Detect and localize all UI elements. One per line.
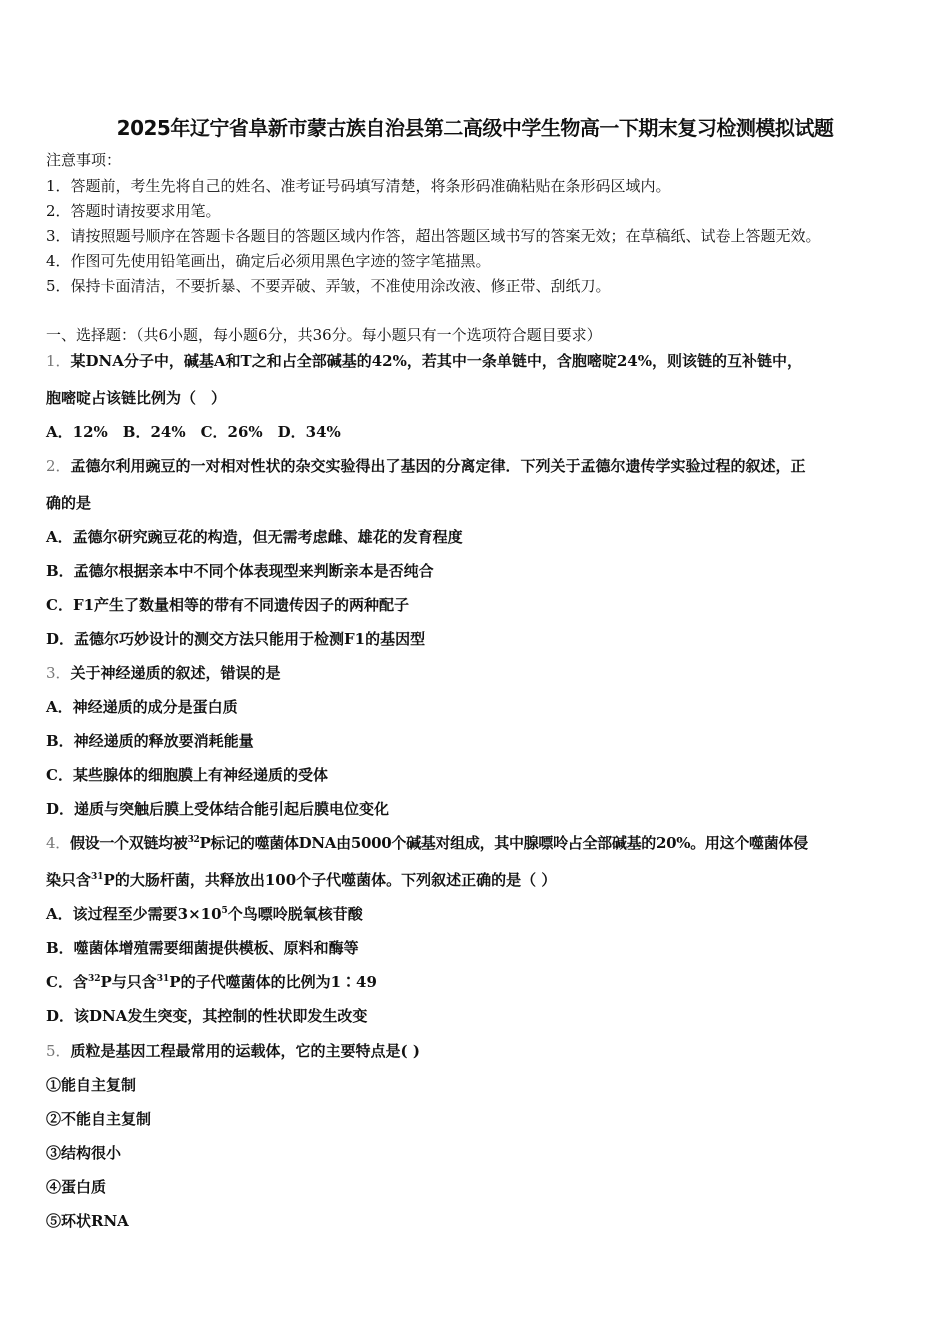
text: 染只含 (46, 871, 92, 889)
question-number: 4． (46, 834, 70, 852)
question-text: 孟德尔利用豌豆的一对相对性状的杂交实验得出了基因的分离定律．下列关于孟德尔遗传学实验过程的叙述，正 (70, 457, 806, 475)
notice-item: 1．答题前，考生先将自己的姓名、准考证号码填写清楚，将条形码准确粘贴在条形码区域内。 (46, 177, 671, 195)
option-a: A．孟德尔研究豌豆花的构造，但无需考虑雌、雄花的发育程度 (46, 528, 463, 546)
section-heading: 一、选择题：（共6小题，每小题6分，共36分。每小题只有一个选项符合题目要求） (46, 326, 602, 344)
superscript: 31 (156, 974, 170, 984)
text: P的大肠杆菌，共释放出100个子代噬菌体。下列叙述正确的是（ ） (103, 871, 557, 889)
question-1 (46, 352, 802, 370)
notice-item: 3．请按照题号顺序在答题卡各题目的答题区域内作答，超出答题区域书写的答案无效；在草稿纸、试卷上答题无效。 (46, 227, 821, 245)
superscript: 31 (91, 872, 104, 882)
notice-item: 5．保持卡面清洁，不要折暴、不要弄破、弄皱，不准使用涂改液、修正带、刮纸刀。 (46, 277, 611, 295)
option-a (46, 905, 363, 923)
option-b: B．孟德尔根据亲本中不同个体表现型来判断亲本是否纯合 (46, 562, 434, 580)
question-5 (46, 1042, 420, 1060)
list-item: ③结构很小 (46, 1144, 122, 1162)
superscript: 5 (221, 906, 228, 916)
question-number: 3． (46, 664, 71, 682)
option-b: B．噬菌体增殖需要细菌提供模板、原料和酶等 (46, 939, 359, 957)
notice-item: 2．答题时请按要求用笔。 (46, 202, 221, 220)
option-d: D．递质与突触后膜上受体结合能引起后膜电位变化 (46, 800, 390, 818)
question-text (46, 871, 556, 889)
question-number: 5． (46, 1042, 71, 1060)
question-text: 质粒是基因工程最常用的运载体，它的主要特点是( ) (70, 1042, 420, 1060)
superscript: 32 (187, 835, 200, 845)
question-text: 确的是 (46, 494, 92, 512)
text: C．含 (46, 973, 88, 991)
question-text: P标记的噬菌体DNA由5000个碱基对组成，其中腺嘌呤占全部碱基的20%。用这个噬菌体侵 (199, 834, 808, 852)
option-c: C．某些腺体的细胞膜上有神经递质的受体 (46, 766, 328, 784)
option-c: C．F1产生了数量相等的带有不同遗传因子的两种配子 (46, 596, 410, 614)
question-4 (46, 834, 808, 852)
question-text: 某DNA分子中，碱基A和T之和占全部碱基的42%，若其中一条单链中，含胞嘧啶24%，则该链的互补链中， (70, 352, 802, 370)
text: P与只含 (100, 973, 157, 991)
question-text: 关于神经递质的叙述，错误的是 (70, 664, 281, 682)
option-a: A．神经递质的成分是蛋白质 (46, 698, 238, 716)
notice-heading: 注意事项： (46, 151, 122, 169)
list-item: ④蛋白质 (46, 1178, 107, 1196)
superscript: 32 (87, 974, 101, 984)
question-text: 胞嘧啶占该链比例为（ ） (46, 389, 227, 407)
option-b: B．神经递质的释放要消耗能量 (46, 732, 254, 750)
page-title: 2025年辽宁省阜新市蒙古族自治县第二高级中学生物高一下期末复习检测模拟试题 (116, 116, 834, 140)
question-number: 1． (46, 352, 71, 370)
options: A．12% B．24% C．26% D．34% (46, 423, 341, 441)
text: P的子代噬菌体的比例为1∶49 (169, 973, 377, 991)
notice-item: 4．作图可先使用铅笔画出，确定后必须用黑色字迹的签字笔描黑。 (46, 252, 491, 270)
list-item: ②不能自主复制 (46, 1110, 152, 1128)
list-item: ⑤环状RNA (46, 1212, 129, 1230)
question-number: 2． (46, 457, 71, 475)
list-item: ①能自主复制 (46, 1076, 137, 1094)
option-d: D．该DNA发生突变，其控制的性状即发生改变 (46, 1007, 368, 1025)
text: 个鸟嘌呤脱氧核苷酸 (227, 905, 363, 923)
text: A．该过程至少需要3×10 (46, 905, 222, 923)
option-d: D．孟德尔巧妙设计的测交方法只能用于检测F1的基因型 (46, 630, 426, 648)
question-2 (46, 457, 806, 475)
question-text: 假设一个双链均被 (69, 834, 188, 852)
question-3 (46, 664, 281, 682)
option-c (46, 973, 377, 991)
